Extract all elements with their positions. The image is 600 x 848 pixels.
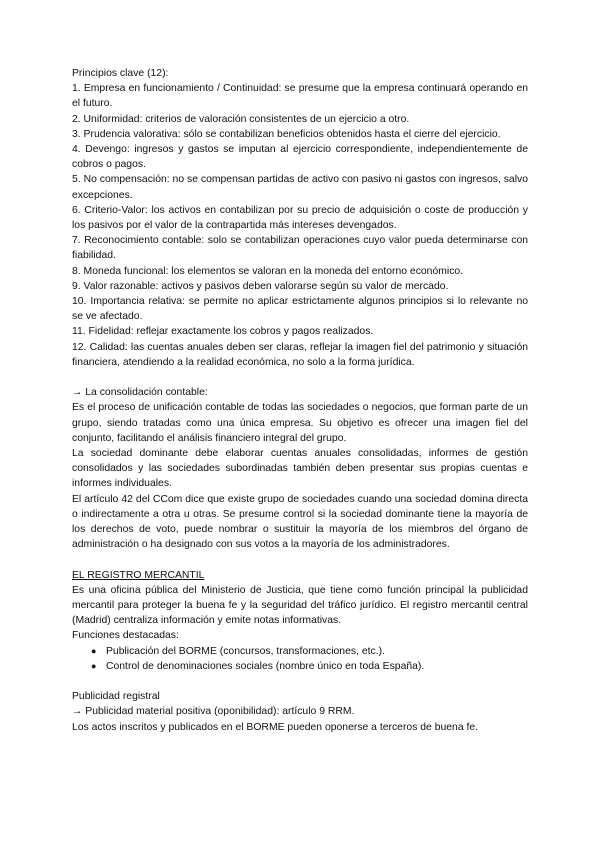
list-item [72,659,528,674]
principio-item-4: 4. Devengo: ingresos y gastos se imputan al ejercicio correspondiente, independientemente de cobros o pagos. [72,144,528,171]
principio-item-11: 11. Fidelidad: reflejar exactamente los cobros y pagos realizados. [72,326,374,338]
bullet-icon: ● [91,645,97,656]
funciones-label: Funciones destacadas: [72,630,179,642]
consolidacion-paragraph-2: La sociedad dominante debe elaborar cuentas anuales consolidadas, informes de gestión consolidados y las sociedades subordinadas también deben presentar sus propias cuentas e informes individuales. [72,448,528,490]
publicidad-line-1: → Publicidad material positiva (oponibilidad): artículo 9 RRM. [72,706,355,718]
document-page [72,66,528,735]
principio-item-2: 2. Uniformidad: criterios de valoración consistentes de un ejercicio a otro. [72,113,410,125]
principio-item-8: 8. Moneda funcional: los elementos se valoran en la moneda del entorno económico. [72,265,464,277]
principio-item-1: 1. Empresa en funcionamiento / Continuidad: se presume que la empresa continuará operando en el futuro. [72,83,528,110]
principios-heading: Principios clave (12): [72,68,169,79]
registro-heading: EL REGISTRO MERCANTIL [72,569,205,581]
consolidacion-paragraph-1: Es el proceso de unificación contable de todas las sociedades o negocios, que forman parte de un grupo, siendo tratadas como una única empresa. Su objetivo es ofrecer una imagen fiel del conjunto, facilitando el análisis financiero integral del grupo. [72,402,528,444]
consolidacion-heading: → La consolidación contable: [72,387,208,399]
spacer [72,552,528,567]
spacer [72,674,528,689]
publicidad-line-2: Los actos inscritos y publicados en el BORME pueden oponerse a terceros de buena fe. [72,721,479,733]
spacer [72,370,528,385]
publicidad-heading: Publicidad registral [72,691,160,703]
consolidacion-paragraph-3: El artículo 42 del CCom dice que existe grupo de sociedades cuando una sociedad domina directa o indirectamente a otra u otras. Se presume control si la sociedad dominante tiene la mayoría de los derechos de voto, puede nombrar o sustituir la mayoría de los miembros del órgano de administración o ha designado con sus votos a la mayoría de los administradores. [72,493,528,551]
principio-item-3: 3. Prudencia valorativa: sólo se contabilizan beneficios obtenidos hasta el cierre del ejercicio. [72,128,501,140]
principio-item-9: 9. Valor razonable: activos y pasivos deben valorarse según su valor de mercado. [72,280,449,292]
list-item-text: Publicación del BORME (concursos, transformaciones, etc.). [106,645,385,657]
list-item [72,644,528,659]
bullet-icon: ● [91,660,97,671]
principio-item-7: 7. Reconocimiento contable: solo se contabilizan operaciones cuyo valor pueda determinarse con fiabilidad. [72,235,528,262]
principio-item-12: 12. Calidad: las cuentas anuales deben ser claras, reflejar la imagen fiel del patrimonio y situación financiera, atendiendo a la realidad económica, no solo a la forma jurídica. [72,341,528,368]
registro-paragraph: Es una oficina pública del Ministerio de Justicia, que tiene como función principal la publicidad mercantil para proteger la buena fe y la seguridad del tráfico jurídico. El registro mercantil central (Madrid) centraliza información y emite notas informativas. [72,584,528,627]
funciones-list [72,644,528,674]
principio-item-5: 5. No compensación: no se compensan partidas de activo con pasivo ni gastos con ingresos, salvo excepciones. [72,174,528,201]
principio-item-10: 10. Importancia relativa: se permite no aplicar estrictamente algunos principios si lo relevante no se ve afectado. [72,296,528,323]
principio-item-6: 6. Criterio-Valor: los activos en contabilizan por su precio de adquisición o coste de producción y los pasivos por el valor de la contrapartida más intereses devengados. [72,204,528,232]
list-item-text: Control de denominaciones sociales (nombre único en toda España). [106,660,425,672]
